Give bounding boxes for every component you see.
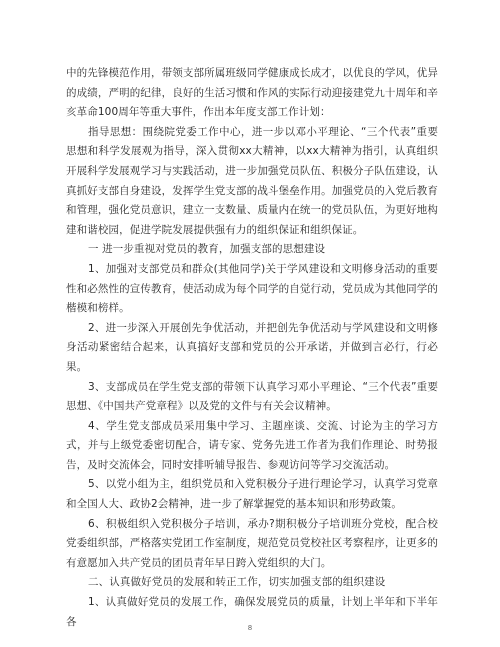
paragraph-intro-continuation: 中的先锋模范作用，带领支部所属班级同学健康成长成才，以优良的学风，优异的成绩，严明的纪律，良好的生活习惯和作风的实际行动迎接建党九十周年和辛亥革命100周年等重大事件，作出本年度支部工作计划：: [66, 67, 438, 119]
paragraph-guiding-ideology: 指导思想：围绕院党委工作中心，进一步以邓小平理论、“三个代表”重要思想和科学发展观为指导，深入贯彻xx大精神，以xx大精神为指引，认真组织开展科学发展观学习与实践活动，进一步加强党员队伍、积极分子队伍建设，认真抓好支部自身建设，发挥学生党支部的战斗堡垒作用。加强党员的入党后教育和管理，强化党员意识，建立一支数量、质量内在统一的党员队伍，为更好地构建和谐校园，促进学院发展提供强有力的组织保证和组织保证。: [66, 125, 438, 236]
list-item-6: 6、积极组织入党积极分子培训，承办?期积极分子培训班分党校，配合校党委组织部，严格落实党团工作室制度，规范党员党校社区考察程序，让更多的有意愿加入共产党员的团员青年早日跨入党组织的大门。: [66, 517, 438, 569]
document-body: [66, 64, 438, 632]
list-item-5: 5、以党小组为主，组织党员和入党积极分子进行理论学习，认真学习党章和全国人大、政协2会精神，进一步了解掌握党的基本知识和形势政策。: [66, 478, 438, 511]
list-item-4: 4、学生党支部成员采用集中学习、主题座谈、交流、讨论为主的学习方式，并与上级党委密切配合，请专家、党务先进工作者为我们作理论、时势报告，及时交流体会，同时安排听辅导报告、参观访问等学习交流活动。: [66, 419, 438, 471]
list-item-2-1: 1、认真做好党员的发展工作，确保发展党员的质量，计划上半年和下半年各: [66, 596, 438, 628]
page-number: 8: [247, 624, 253, 632]
list-item-2: 2、进一步深入开展创先争优活动，并把创先争优活动与学风建设和文明修身活动紧密结合起来，认真搞好支部和党员的公开承诺，并做到言必行，行必果。: [66, 321, 438, 373]
list-item-3: 3、支部成员在学生党支部的带领下认真学习邓小平理论、“三个代表”重要思想、《中国共产党章程》以及党的文件与有关会议精神。: [66, 380, 438, 413]
list-item-1: 1、加强对支部党员和群众(其他同学)关于学风建设和文明修身活动的重要性和必然性的宣传教育，使活动成为每个同学的自觉行动，党员成为其他同学的楷模和榜样。: [66, 262, 438, 315]
section-heading-2: 二、认真做好党员的发展和转正工作，切实加强支部的组织建设: [88, 576, 386, 589]
section-heading-1: 一 进一步重视对党员的教育，加强支部的思想建设: [88, 243, 326, 256]
